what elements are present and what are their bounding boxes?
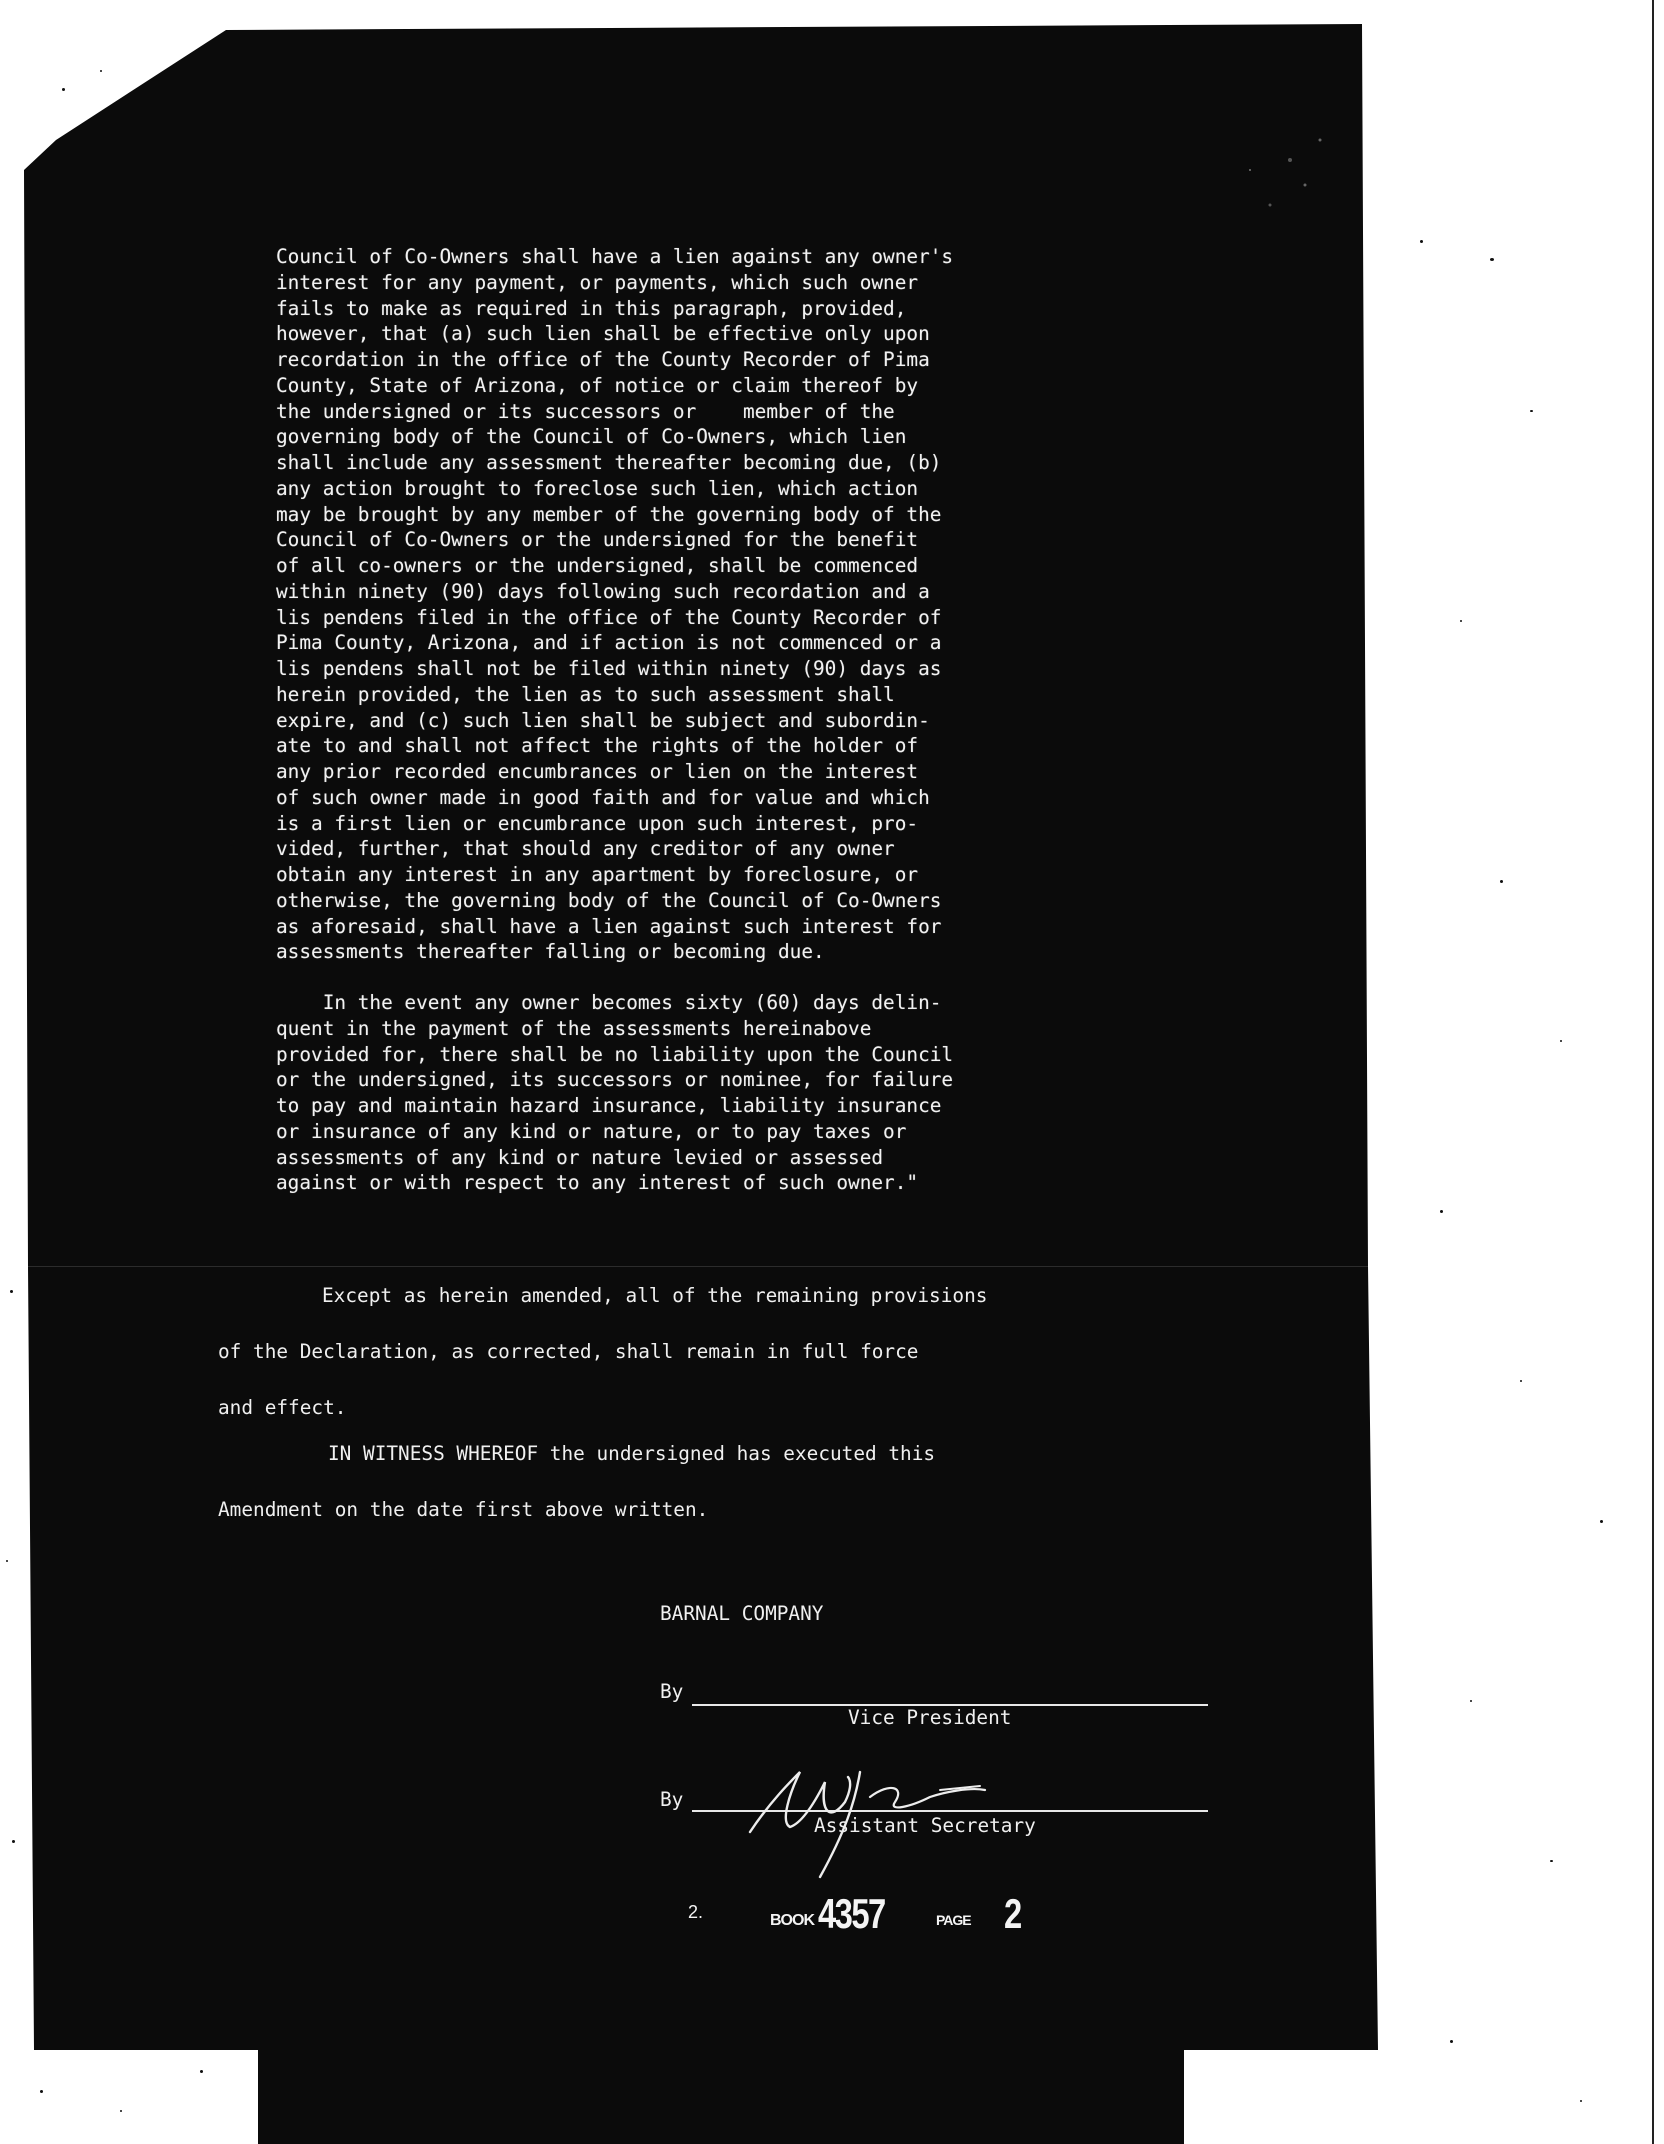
- quoted-paragraph-1-line: interest for any payment, or payments, which such owner: [276, 270, 919, 294]
- quoted-paragraph-1-line: fails to make as required in this paragraph, provided,: [276, 296, 907, 320]
- scan-speck: [1460, 620, 1462, 622]
- scan-speck: [1440, 1210, 1443, 1213]
- signature-by-label-2: By: [660, 1788, 684, 1811]
- quoted-paragraph-1-line: shall include any assessment thereafter becoming due, (b): [276, 451, 942, 474]
- quoted-paragraph-2-line: provided for, there shall be no liability upon the Council: [276, 1042, 954, 1066]
- scan-speck: [1450, 2040, 1453, 2043]
- quoted-paragraph-1-line: any prior recorded encumbrances or lien on the interest: [276, 760, 919, 783]
- quoted-paragraph-1-line: of all co-owners or the undersigned, shall be commenced: [276, 554, 919, 577]
- page-label: PAGE: [936, 1912, 971, 1928]
- quoted-paragraph-1-line: of such owner made in good faith and for value and which: [276, 785, 930, 809]
- quoted-paragraph-2-line: against or with respect to any interest of such owner.": [276, 1171, 919, 1195]
- scan-speck: [1550, 1860, 1553, 1862]
- scan-speck: [120, 2110, 122, 2112]
- scan-speck: [10, 1290, 13, 1293]
- quoted-paragraph-1-line: lis pendens filed in the office of the County Recorder of: [276, 605, 942, 629]
- quoted-paragraph-1-line: the undersigned or its successors or member of the: [276, 399, 895, 423]
- quoted-paragraph-1-line: recordation in the office of the County Recorder of Pima: [276, 348, 930, 371]
- quoted-paragraph-1-line: Pima County, Arizona, and if action is not commenced or a: [276, 631, 942, 655]
- quoted-paragraph-2-line: In the event any owner becomes sixty (60) days delin-: [276, 991, 942, 1014]
- quoted-paragraph-1-line: Council of Co-Owners or the undersigned for the benefit: [276, 528, 919, 552]
- quoted-paragraph-1-line: ate to and shall not affect the rights of the holder of: [276, 734, 919, 758]
- scan-speck: [100, 70, 102, 72]
- quoted-paragraph-1-line: is a first lien or encumbrance upon such interest, pro-: [276, 811, 919, 835]
- book-number: 4357: [818, 1890, 885, 1937]
- quoted-paragraph-1-line: County, State of Arizona, of notice or claim thereof by: [276, 373, 919, 397]
- closing-line-2: of the Declaration, as corrected, shall remain in full force: [218, 1340, 919, 1363]
- quoted-paragraph-2-line: to pay and maintain hazard insurance, liability insurance: [276, 1094, 942, 1117]
- scan-speck: [1520, 1380, 1522, 1382]
- book-label: BOOK: [770, 1912, 814, 1929]
- quoted-paragraph-1-line: any action brought to foreclose such lien, which action: [276, 476, 919, 500]
- quoted-paragraph-1-line: governing body of the Council of Co-Owners, which lien: [276, 425, 907, 449]
- scan-speck: [1580, 2100, 1582, 2102]
- quoted-paragraph-1-line: lis pendens shall not be filed within ninety (90) days as: [276, 657, 942, 680]
- witness-line-2: Amendment on the date first above written.: [218, 1498, 709, 1521]
- quoted-paragraph-1-line: vided, further, that should any creditor of any owner: [276, 837, 895, 861]
- scan-speck: [1560, 1040, 1562, 1042]
- quoted-paragraph-1-line: may be brought by any member of the governing body of the: [276, 502, 942, 526]
- handwritten-signature: [730, 1742, 1030, 1882]
- scan-speck: [62, 88, 65, 91]
- quoted-paragraph-2-line: or insurance of any kind or nature, or to pay taxes or: [276, 1119, 907, 1143]
- quoted-paragraph-2-line: quent in the payment of the assessments hereinabove: [276, 1016, 872, 1040]
- quoted-paragraph-1-line: within ninety (90) days following such recordation and a: [276, 579, 930, 603]
- quoted-paragraph-1-line: however, that (a) such lien shall be effective only upon: [276, 322, 930, 346]
- company-name: BARNAL COMPANY: [660, 1602, 824, 1625]
- signature-title-2: Assistant Secretary: [814, 1814, 1036, 1837]
- scan-speck: [40, 2090, 43, 2093]
- closing-line-3: and effect.: [218, 1396, 347, 1419]
- signature-by-label-1: By: [660, 1680, 684, 1703]
- quoted-paragraph-1-line: Council of Co-Owners shall have a lien against any owner's: [276, 245, 954, 268]
- scan-speck: [12, 1840, 15, 1843]
- scan-speck: [1600, 1520, 1603, 1523]
- scan-speck: [6, 1560, 8, 1562]
- quoted-paragraph-2-line: assessments of any kind or nature levied or assessed: [276, 1145, 884, 1169]
- quoted-paragraph-1-line: as aforesaid, shall have a lien against such interest for: [276, 914, 942, 938]
- quoted-amendment-text: [276, 244, 953, 1196]
- scan-speck: [1420, 240, 1423, 243]
- quoted-paragraph-1-line: assessments thereafter falling or becoming due.: [276, 940, 825, 964]
- page-value: 2: [1004, 1890, 1023, 1937]
- scan-speck: [1470, 1700, 1472, 1702]
- witness-line-1: IN WITNESS WHEREOF the undersigned has executed this: [328, 1442, 936, 1465]
- page-number: 2.: [688, 1902, 704, 1922]
- quoted-paragraph-1-line: obtain any interest in any apartment by foreclosure, or: [276, 863, 919, 886]
- paragraph-gap: [276, 965, 953, 990]
- scan-speck: [1530, 410, 1533, 412]
- scan-speck: [200, 2070, 203, 2073]
- quoted-paragraph-1-line: herein provided, the lien as to such assessment shall: [276, 682, 895, 706]
- scan-speck: [1500, 880, 1503, 883]
- closing-line-1: Except as herein amended, all of the remaining provisions: [322, 1284, 988, 1307]
- quoted-paragraph-1-line: expire, and (c) such lien shall be subject and subordin-: [276, 708, 930, 732]
- scan-speck: [1490, 258, 1494, 261]
- quoted-paragraph-2-line: or the undersigned, its successors or nominee, for failure: [276, 1068, 954, 1092]
- quoted-paragraph-1-line: otherwise, the governing body of the Council of Co-Owners: [276, 888, 942, 912]
- signature-title-1: Vice President: [848, 1706, 1012, 1729]
- scan-edge-line: [1652, 0, 1654, 2144]
